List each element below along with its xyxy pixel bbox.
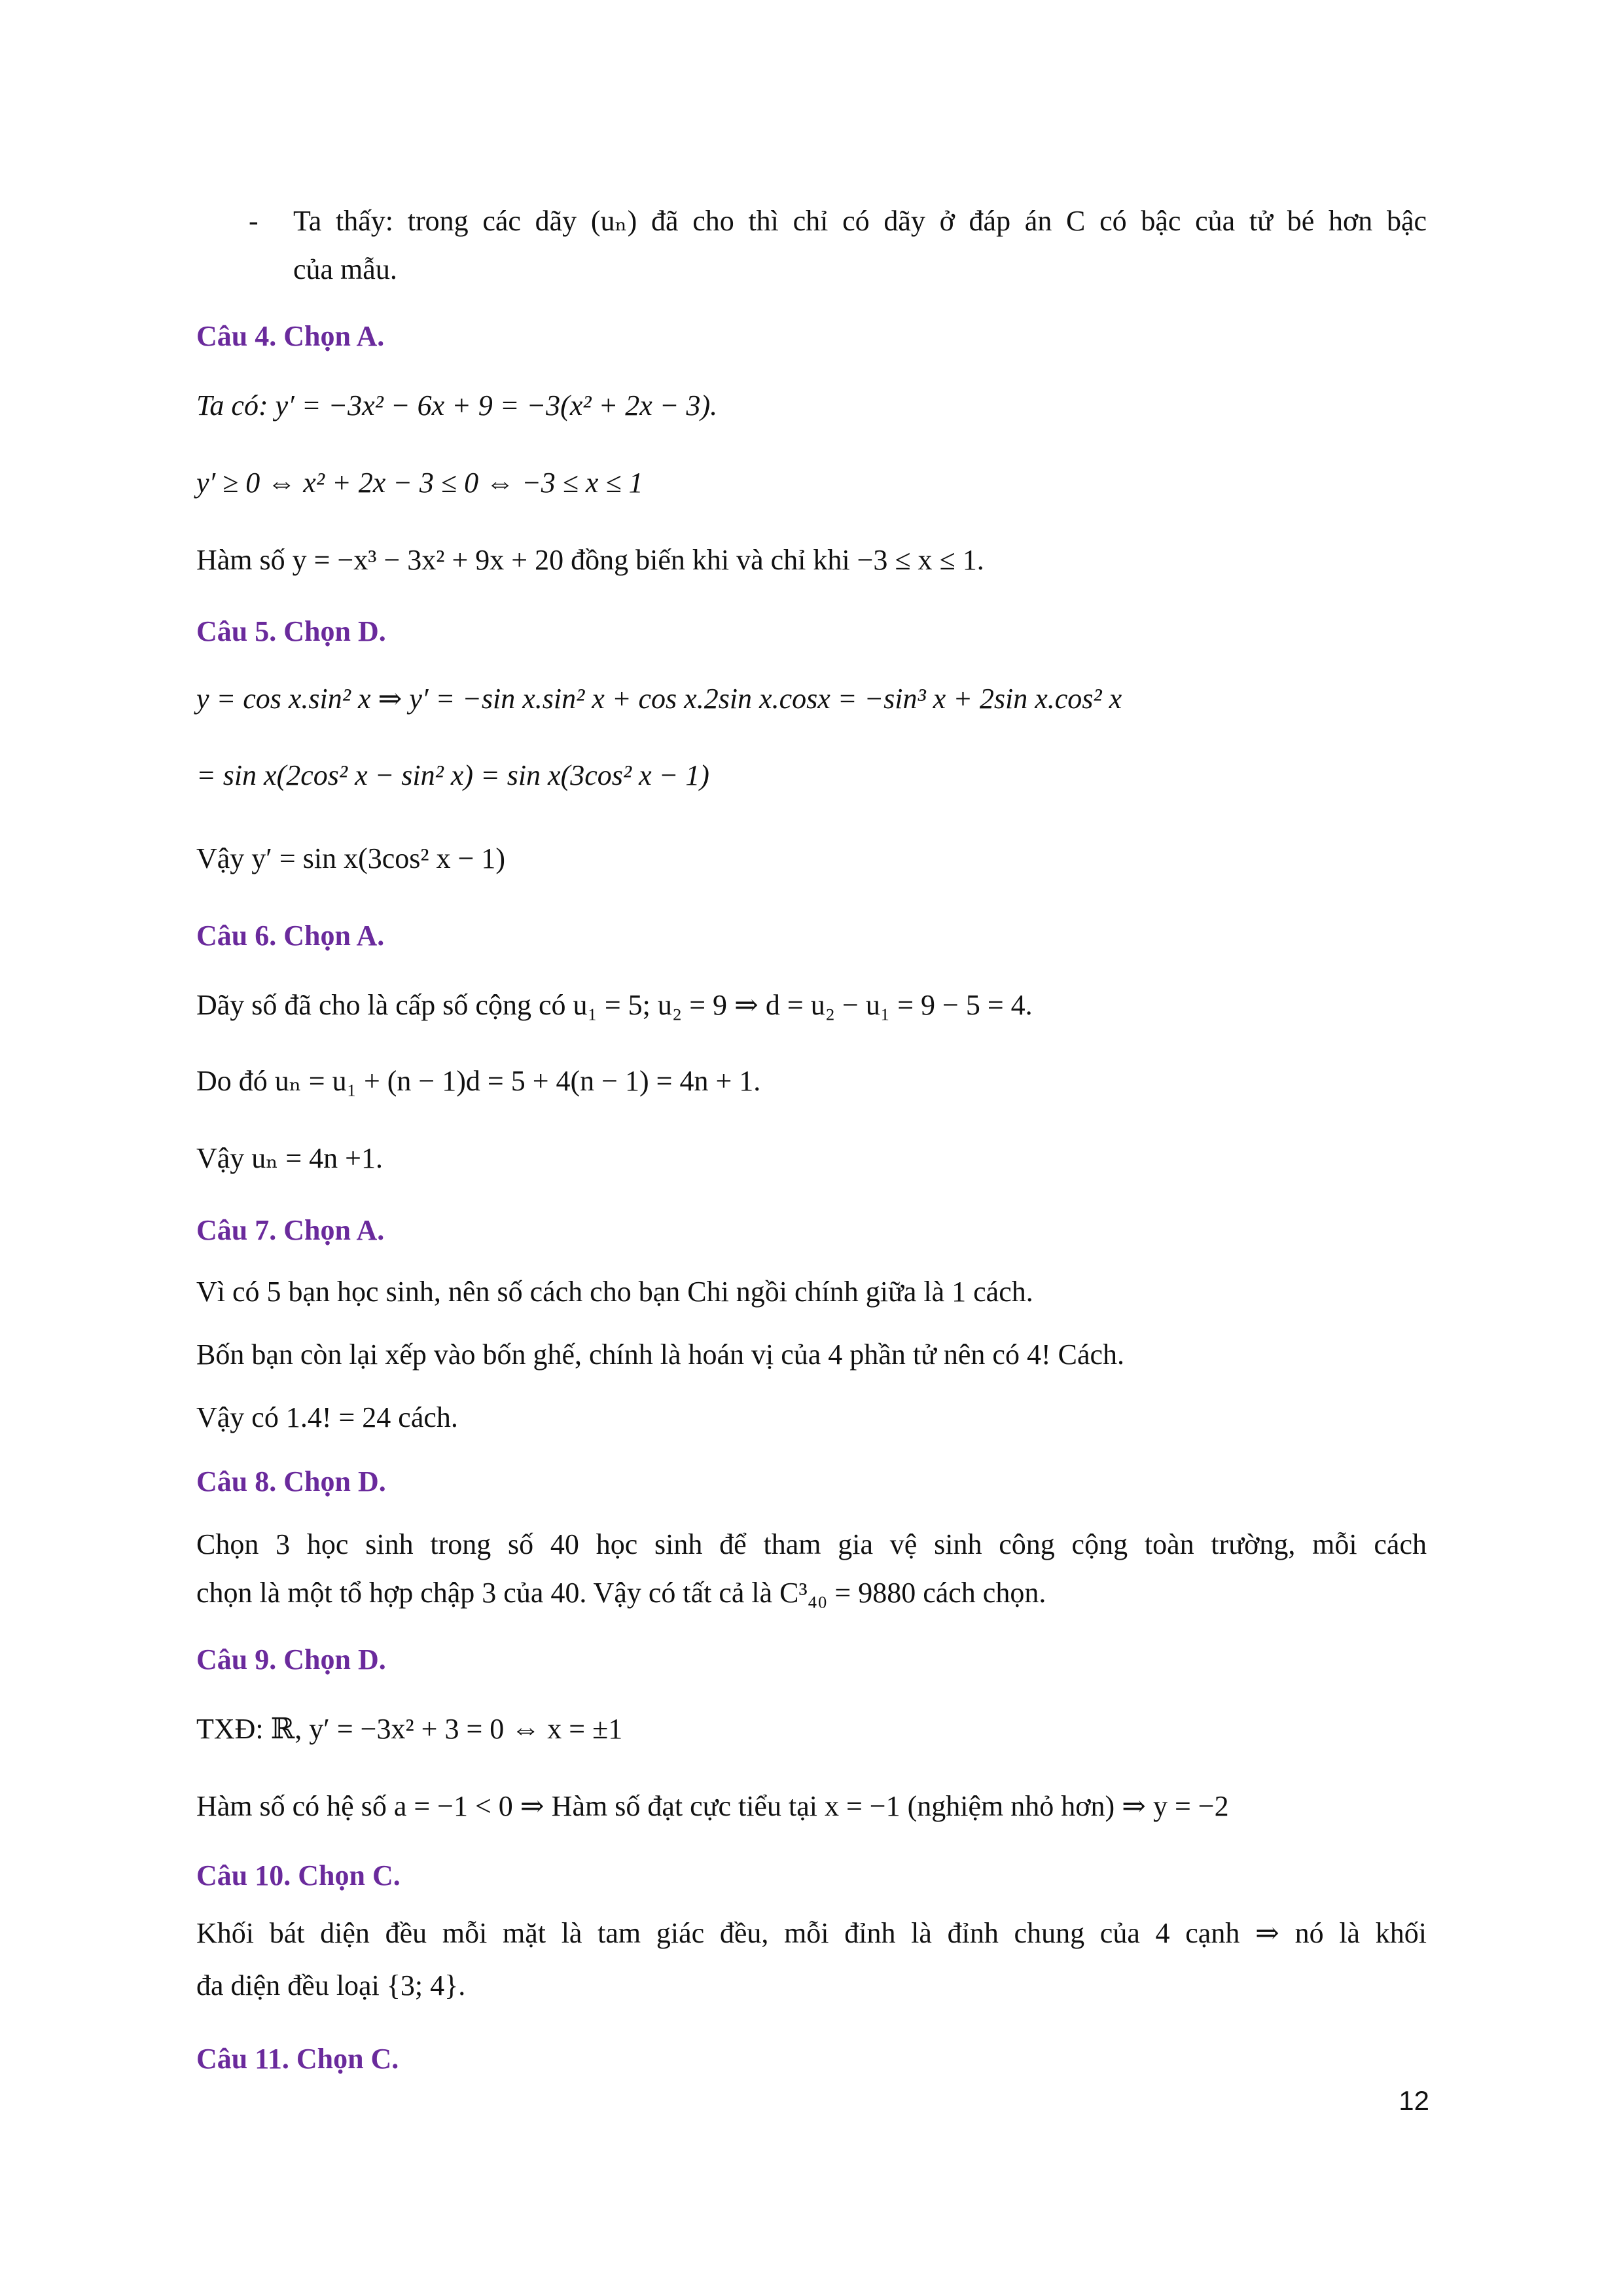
bullet-dash: - xyxy=(249,205,259,237)
q7-heading: Câu 7. Chọn A. xyxy=(196,1214,385,1246)
q10-heading: Câu 10. Chọn C. xyxy=(196,1859,401,1892)
q10-line-1: Khối bát diện đều mỗi mặt là tam giác đều, mỗi đỉnh là đỉnh chung của 4 cạnh ⇒ nó là khối xyxy=(196,1917,1427,1949)
q10-line-2: đa diện đều loại {3; 4}. xyxy=(196,1969,466,2001)
intro-line-1: Ta thấy: trong các dãy (uₙ) đã cho thì chỉ có dãy ở đáp án C có bậc của tử bé hơn bậc xyxy=(293,205,1427,237)
q8-line-1: Chọn 3 học sinh trong số 40 học sinh để tham gia vệ sinh công cộng toàn trường, mỗi cách xyxy=(196,1528,1427,1560)
q9-line-2: Hàm số có hệ số a = −1 < 0 ⇒ Hàm số đạt cực tiểu tại x = −1 (nghiệm nhỏ hơn) ⇒ y = −2 xyxy=(196,1790,1229,1822)
q6-line-3: Vậy uₙ = 4n +1. xyxy=(196,1142,383,1174)
q5-heading: Câu 5. Chọn D. xyxy=(196,615,386,647)
q6-heading: Câu 6. Chọn A. xyxy=(196,920,385,952)
q5-line-1: y = cos x.sin² x ⇒ y′ = −sin x.sin² x + cos x.2sin x.cosx = −sin³ x + 2sin x.cos² x xyxy=(196,683,1122,715)
q9-heading: Câu 9. Chọn D. xyxy=(196,1643,386,1676)
q4-heading: Câu 4. Chọn A. xyxy=(196,320,385,352)
q7-line-1: Vì có 5 bạn học sinh, nên số cách cho bạn Chi ngồi chính giữa là 1 cách. xyxy=(196,1276,1033,1308)
intro-line-2: của mẫu. xyxy=(293,253,397,285)
q4-line-3: Hàm số y = −x³ − 3x² + 9x + 20 đồng biến khi và chỉ khi −3 ≤ x ≤ 1. xyxy=(196,544,984,576)
page-number: 12 xyxy=(1399,2085,1429,2116)
q11-heading: Câu 11. Chọn C. xyxy=(196,2043,399,2075)
q7-line-2: Bốn bạn còn lại xếp vào bốn ghế, chính là hoán vị của 4 phần tử nên có 4! Cách. xyxy=(196,1338,1125,1371)
q6-line-1: Dãy số đã cho là cấp số cộng có u₁ = 5; u₂ = 9 ⇒ d = u₂ − u₁ = 9 − 5 = 4. xyxy=(196,989,1033,1021)
q5-line-3: Vậy y′ = sin x(3cos² x − 1) xyxy=(196,842,506,874)
q6-line-2: Do đó uₙ = u₁ + (n − 1)d = 5 + 4(n − 1) = 4n + 1. xyxy=(196,1065,761,1097)
q9-line-1: TXĐ: ℝ, y′ = −3x² + 3 = 0 ⇔ x = ±1 xyxy=(196,1713,623,1745)
q5-line-2: = sin x(2cos² x − sin² x) = sin x(3cos² x − 1) xyxy=(196,759,709,791)
q4-line-1: Ta có: y′ = −3x² − 6x + 9 = −3(x² + 2x − 3). xyxy=(196,389,718,422)
q4-line-2: y′ ≥ 0 ⇔ x² + 2x − 3 ≤ 0 ⇔ −3 ≤ x ≤ 1 xyxy=(196,467,643,499)
q7-line-3: Vậy có 1.4! = 24 cách. xyxy=(196,1401,458,1433)
q8-line-2: chọn là một tổ hợp chập 3 của 40. Vậy có tất cả là C³₄₀ = 9880 cách chọn. xyxy=(196,1577,1046,1609)
q8-heading: Câu 8. Chọn D. xyxy=(196,1465,386,1498)
